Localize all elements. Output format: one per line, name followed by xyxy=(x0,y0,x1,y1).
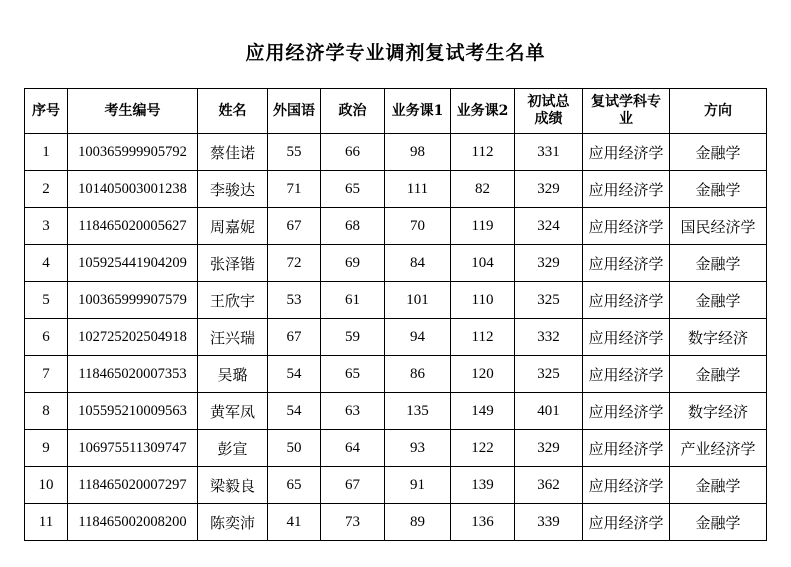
cell-name: 陈奕沛 xyxy=(198,504,268,541)
cell-name: 蔡佳诺 xyxy=(198,134,268,171)
cell-name: 周嘉妮 xyxy=(198,208,268,245)
cell-course2: 82 xyxy=(451,171,515,208)
table-row xyxy=(25,319,767,356)
table-row xyxy=(25,282,767,319)
cell-subject: 应用经济学 xyxy=(583,504,670,541)
cell-direction: 金融学 xyxy=(670,282,767,319)
cell-total: 329 xyxy=(515,245,583,282)
cell-seq: 4 xyxy=(25,245,68,282)
cell-subject: 应用经济学 xyxy=(583,171,670,208)
table-row xyxy=(25,504,767,541)
cell-seq: 8 xyxy=(25,393,68,430)
cell-seq: 2 xyxy=(25,171,68,208)
cell-exam-id: 118465020007297 xyxy=(68,467,198,504)
page-title: 应用经济学专业调剂复试考生名单 xyxy=(245,42,546,64)
cell-seq: 3 xyxy=(25,208,68,245)
cell-total: 362 xyxy=(515,467,583,504)
cell-subject: 应用经济学 xyxy=(583,467,670,504)
table-row xyxy=(25,171,767,208)
table-header-row xyxy=(25,89,767,134)
cell-seq: 1 xyxy=(25,134,68,171)
cell-course1: 135 xyxy=(385,393,451,430)
cell-direction: 数字经济 xyxy=(670,319,767,356)
cell-total: 332 xyxy=(515,319,583,356)
cell-seq: 9 xyxy=(25,430,68,467)
cell-course2: 110 xyxy=(451,282,515,319)
cell-seq: 11 xyxy=(25,504,68,541)
cell-foreign-lang: 54 xyxy=(268,356,321,393)
cell-name: 汪兴瑞 xyxy=(198,319,268,356)
cell-exam-id: 102725202504918 xyxy=(68,319,198,356)
cell-politics: 65 xyxy=(321,171,385,208)
cell-course1: 91 xyxy=(385,467,451,504)
cell-seq: 10 xyxy=(25,467,68,504)
header-course1: 业务课1 xyxy=(385,89,451,134)
cell-exam-id: 105595210009563 xyxy=(68,393,198,430)
table-row xyxy=(25,393,767,430)
header-exam-id: 考生编号 xyxy=(68,89,198,134)
cell-course2: 120 xyxy=(451,356,515,393)
cell-total: 331 xyxy=(515,134,583,171)
cell-seq: 7 xyxy=(25,356,68,393)
cell-foreign-lang: 67 xyxy=(268,208,321,245)
cell-foreign-lang: 67 xyxy=(268,319,321,356)
cell-total: 325 xyxy=(515,356,583,393)
candidate-table xyxy=(24,88,767,541)
cell-name: 梁毅良 xyxy=(198,467,268,504)
cell-politics: 64 xyxy=(321,430,385,467)
cell-subject: 应用经济学 xyxy=(583,134,670,171)
table-row xyxy=(25,134,767,171)
cell-course2: 112 xyxy=(451,134,515,171)
header-seq: 序号 xyxy=(25,89,68,134)
cell-seq: 6 xyxy=(25,319,68,356)
cell-direction: 金融学 xyxy=(670,171,767,208)
cell-subject: 应用经济学 xyxy=(583,319,670,356)
cell-course2: 149 xyxy=(451,393,515,430)
cell-subject: 应用经济学 xyxy=(583,282,670,319)
cell-exam-id: 105925441904209 xyxy=(68,245,198,282)
cell-foreign-lang: 72 xyxy=(268,245,321,282)
cell-course1: 84 xyxy=(385,245,451,282)
cell-course1: 98 xyxy=(385,134,451,171)
cell-foreign-lang: 54 xyxy=(268,393,321,430)
cell-foreign-lang: 53 xyxy=(268,282,321,319)
cell-direction: 金融学 xyxy=(670,245,767,282)
cell-foreign-lang: 50 xyxy=(268,430,321,467)
cell-course2: 136 xyxy=(451,504,515,541)
cell-foreign-lang: 55 xyxy=(268,134,321,171)
table-row xyxy=(25,430,767,467)
cell-seq: 5 xyxy=(25,282,68,319)
cell-total: 339 xyxy=(515,504,583,541)
cell-total: 401 xyxy=(515,393,583,430)
cell-exam-id: 100365999905792 xyxy=(68,134,198,171)
cell-total: 324 xyxy=(515,208,583,245)
cell-exam-id: 100365999907579 xyxy=(68,282,198,319)
cell-subject: 应用经济学 xyxy=(583,356,670,393)
cell-course2: 104 xyxy=(451,245,515,282)
cell-name: 吴璐 xyxy=(198,356,268,393)
cell-exam-id: 118465020005627 xyxy=(68,208,198,245)
cell-course1: 70 xyxy=(385,208,451,245)
cell-name: 张泽锴 xyxy=(198,245,268,282)
cell-name: 李骏达 xyxy=(198,171,268,208)
cell-foreign-lang: 41 xyxy=(268,504,321,541)
cell-direction: 金融学 xyxy=(670,356,767,393)
cell-direction: 产业经济学 xyxy=(670,430,767,467)
cell-course2: 122 xyxy=(451,430,515,467)
cell-course1: 86 xyxy=(385,356,451,393)
cell-politics: 63 xyxy=(321,393,385,430)
cell-course1: 111 xyxy=(385,171,451,208)
cell-politics: 66 xyxy=(321,134,385,171)
cell-subject: 应用经济学 xyxy=(583,393,670,430)
cell-name: 彭宣 xyxy=(198,430,268,467)
header-direction: 方向 xyxy=(670,89,767,134)
cell-direction: 国民经济学 xyxy=(670,208,767,245)
cell-politics: 67 xyxy=(321,467,385,504)
cell-course2: 119 xyxy=(451,208,515,245)
cell-politics: 61 xyxy=(321,282,385,319)
cell-total: 329 xyxy=(515,430,583,467)
table-row xyxy=(25,467,767,504)
cell-course1: 94 xyxy=(385,319,451,356)
cell-exam-id: 118465020007353 xyxy=(68,356,198,393)
header-course2: 业务课2 xyxy=(451,89,515,134)
header-subject: 复试学科专业 xyxy=(583,89,670,134)
cell-politics: 73 xyxy=(321,504,385,541)
table-row xyxy=(25,245,767,282)
cell-exam-id: 101405003001238 xyxy=(68,171,198,208)
cell-exam-id: 106975511309747 xyxy=(68,430,198,467)
cell-politics: 65 xyxy=(321,356,385,393)
cell-name: 黄军凤 xyxy=(198,393,268,430)
cell-foreign-lang: 71 xyxy=(268,171,321,208)
cell-course1: 93 xyxy=(385,430,451,467)
cell-politics: 69 xyxy=(321,245,385,282)
header-politics: 政治 xyxy=(321,89,385,134)
header-name: 姓名 xyxy=(198,89,268,134)
cell-course2: 112 xyxy=(451,319,515,356)
table-body xyxy=(25,134,767,541)
cell-subject: 应用经济学 xyxy=(583,245,670,282)
cell-name: 王欣宇 xyxy=(198,282,268,319)
header-foreign-lang: 外国语 xyxy=(268,89,321,134)
cell-foreign-lang: 65 xyxy=(268,467,321,504)
table-row xyxy=(25,356,767,393)
header-total: 初试总成绩 xyxy=(515,89,583,134)
cell-direction: 金融学 xyxy=(670,504,767,541)
cell-direction: 金融学 xyxy=(670,467,767,504)
cell-subject: 应用经济学 xyxy=(583,430,670,467)
cell-course1: 101 xyxy=(385,282,451,319)
cell-course1: 89 xyxy=(385,504,451,541)
table-row xyxy=(25,208,767,245)
cell-total: 329 xyxy=(515,171,583,208)
cell-exam-id: 118465002008200 xyxy=(68,504,198,541)
cell-total: 325 xyxy=(515,282,583,319)
cell-direction: 数字经济 xyxy=(670,393,767,430)
cell-politics: 59 xyxy=(321,319,385,356)
cell-course2: 139 xyxy=(451,467,515,504)
cell-direction: 金融学 xyxy=(670,134,767,171)
cell-subject: 应用经济学 xyxy=(583,208,670,245)
cell-politics: 68 xyxy=(321,208,385,245)
